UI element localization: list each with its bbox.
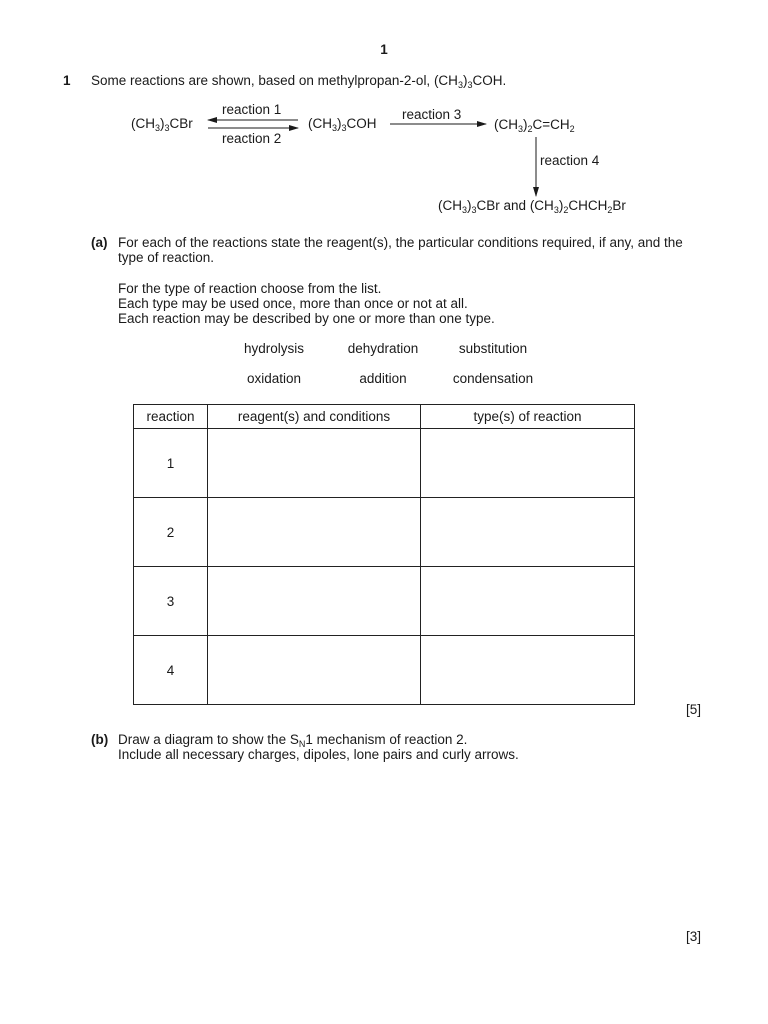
reagents-answer-cell[interactable]: [208, 636, 421, 705]
row-reaction-number: 1: [134, 429, 208, 498]
label-reaction-4: reaction 4: [540, 153, 600, 168]
part-a-text-line2: type of reaction.: [118, 250, 215, 265]
part-b-line1: Draw a diagram to show the $S_N1$ mechanism of reaction 2.: [118, 732, 468, 749]
type-answer-cell[interactable]: [421, 636, 635, 705]
table-row: [134, 636, 635, 705]
type-answer-cell[interactable]: [421, 498, 635, 567]
row-reaction-number: 4: [134, 636, 208, 705]
type-dehydration: dehydration: [347, 341, 419, 356]
part-a-label: (a): [91, 235, 108, 250]
part-b-marks: [3]: [686, 929, 702, 944]
label-reaction-1: reaction 1: [222, 102, 282, 117]
question-number: 1: [63, 73, 71, 88]
table-row: [134, 567, 635, 636]
row-reaction-number: 2: [134, 498, 208, 567]
table-row: [134, 498, 635, 567]
header-reagents-conditions: reagent(s) and conditions: [208, 405, 421, 429]
label-reaction-2: reaction 2: [222, 131, 282, 146]
header-reaction: reaction: [134, 405, 208, 429]
answer-table: [133, 404, 635, 705]
part-a-instruction-1: For the type of reaction choose from the list.: [118, 281, 382, 296]
type-hydrolysis: hydrolysis: [243, 341, 305, 356]
reagents-answer-cell[interactable]: [208, 498, 421, 567]
type-answer-cell[interactable]: [421, 429, 635, 498]
reagents-answer-cell[interactable]: [208, 429, 421, 498]
part-b-answer-space[interactable]: [91, 770, 703, 920]
products-reaction-4: $(CH_3)_3CBr$ and $(CH_3)_2CHCH_2Br$: [438, 198, 626, 215]
type-condensation: condensation: [452, 371, 534, 386]
and-word: and: [503, 198, 527, 213]
reagents-answer-cell[interactable]: [208, 567, 421, 636]
part-b-line2: Include all necessary charges, dipoles, lone pairs and curly arrows.: [118, 747, 519, 762]
compound-tert-butyl-bromide: $(CH_3)_3CBr$: [131, 116, 193, 133]
table-header-row: [134, 405, 635, 429]
part-a-instruction-2: Each type may be used once, more than once or not at all.: [118, 296, 468, 311]
part-a-instruction-3: Each reaction may be described by one or more than one type.: [118, 311, 495, 326]
part-a-marks: [5]: [686, 702, 702, 717]
part-a-text-line1: For each of the reactions state the reagent(s), the particular conditions required, if any, and the: [118, 235, 683, 250]
header-reaction-type: type(s) of reaction: [421, 405, 635, 429]
table-row: [134, 429, 635, 498]
page-number: 1: [380, 42, 388, 57]
type-addition: addition: [359, 371, 407, 386]
question-intro: Some reactions are shown, based on methylpropan-2-ol, $(CH_3)_3COH$.: [91, 73, 507, 90]
type-substitution: substitution: [458, 341, 528, 356]
part-b-label: (b): [91, 732, 109, 747]
label-reaction-3: reaction 3: [402, 107, 462, 122]
type-answer-cell[interactable]: [421, 567, 635, 636]
compound-methylpropan-2-ol: $(CH_3)_3COH$: [308, 116, 377, 133]
type-oxidation: oxidation: [246, 371, 302, 386]
reaction-scheme-arrows: [0, 0, 768, 230]
row-reaction-number: 3: [134, 567, 208, 636]
compound-methylpropene: $(CH_3)_2C=CH_2$: [494, 117, 575, 134]
